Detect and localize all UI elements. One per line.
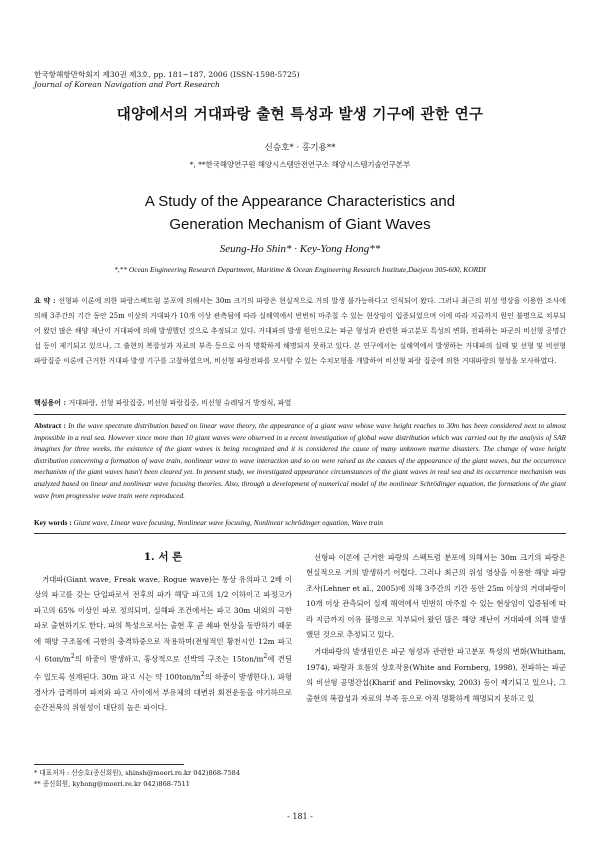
right-column [306,550,566,706]
intro-paragraph-2: 선형파 이론에 근거한 파랑의 스펙트럼 분포에 의해서는 30m 크기의 파랑은 현실적으로 거의 발생하기 어렵다. 그러나 최근의 위성 영상을 이용한 해양 파랑 조사(Lehner et al., 2005)에 의해 3주간의 기간 동안 25m 이상의 거대파랑이 10개 이상 관측되어 실제 해역에서 빈번히 마주칠 수 있는 현상임이 입증됨에 따라 지금까지 이유 불명으로 치부되어 왔던 많은 해양 재난이 거대파에 의해 발생했던 것으로 추정되고 있다. [306,553,566,640]
footnote-divider [34,764,184,765]
section-title-introduction: 1. 서 론 [143,551,183,563]
affiliation-english: *,** Ocean Engineering Research Department, Maritime & Ocean Engineering Research Institute,Daejeon 305-600, KORDI [114,265,486,274]
intro-text-d: 의 하중이 발생한다.), 파형경사가 급격하며 파저와 파고 사이에서 부유체의 대변위 회전운동을 야기하므로 순간전복의 위험성이 대단히 높은 파이다. [34,672,292,713]
superscript: 2 [70,653,75,661]
keywords-english [34,518,566,527]
footnote-corresponding-author: * 대표저자 : 신승호(종신회원), shinsh@moeri.re.kr 042)868-7584 [34,769,241,777]
title-english-line1: A Study of the Appearance Characteristics and [144,193,456,210]
keywords-korean-label: 핵심용어 : [34,398,69,407]
intro-text-a: 거대파(Giant wave, Freak wave, Rogue wave)는 통상 유의파고 2배 이상의 파고를 갖는 단일파로서 전후의 파가 해당 파고의 1/2 이하이고 파정고가 파고의 65% 이상인 파로 정의되며, 실해파 조건에서는 파고 30m 내외의 극한파로 출현하기도 한다. 파의 특성으로서는 출현 후 곧 쇄파 현상을 동반하기 때문에 해양 구조물에 극한의 충격하중으로 작용하며(전형적인 황천시인 12m 파고 시 6ton/m [34,575,292,664]
keywords-korean [34,398,566,408]
abstract-english [34,420,566,501]
title-english [0,190,600,236]
intro-text-b: 의 하중이 발생하고, 통상적으로 선박의 구조는 15ton/m [74,654,264,664]
journal-header [34,70,300,90]
title-korean: 대양에서의 거대파랑 출현 특성과 발생 기구에 관한 연구 [116,106,484,123]
abstract-korean-label: 요 약 : [34,296,59,305]
keywords-english-text: Giant wave, Linear wave focusing, Nonlinear wave focusing, Nonlinear schrödinger equation, Wave train [73,518,383,527]
intro-paragraph-1 [34,572,292,716]
abstract-korean-text: 선형파 이론에 의한 파랑스펙트럼 분포에 의해서는 30m 크기의 파랑은 현실적으로 거의 발생 불가능하다고 인식되어 왔다. 그러나 최근의 위성 영상을 이용한 조사에 의해 3주간의 기간 동안 25m 이상의 거대파가 10개 이상 관측됨에 따라 실해역에서 빈번히 마주칠 수 있는 현상임이 입증되었으며 이에 따라 지금까지 원인 불명으로 치부되어 왔던 많은 해양 재난이 거대파에 의해 발생했던 것으로 추정되고 있다. 거대파의 발생 원인으로는 파군 형성과 관련한 파고분포 특성의 변화, 전파하는 파군의 비선형 공명간섭 등이 제기되고 있으나, 그 출현의 복잡성과 자료의 부족 등으로 아직 명확하게 해명되지 못하고 있다. 본 연구에서는 실해역에서 발생하는 거대파의 실태 및 선형 및 비선형 파랑집중 이론에 근거한 거대파 발생 기구를 고찰하였으며, 비선형 파랑전파를 모사할 수 있는 수치모형을 개발하여 비선형 파랑 집중에 의한 거대파랑의 형성을 모사하였다. [34,297,566,365]
left-column [34,572,292,716]
footnotes [34,768,240,789]
abstract-english-text: In the wave spectrum distribution based on linear wave theory, the appearance of a giant wave whose wave height reaches to 30m has been considered next to almost impossible in a real sea. However since more than 10 giant waves were observed in a recent investigation of global wave distribution which was carried out by the analysis of SAR imagines for three weeks, the existence of the giant waves is being recognized and it is considered the cause of many unknown marine disasters. The change of wave height distribution concerning a formation of wave train, nonlinear wave to wave interaction and so on were raised as the causes of the appearance of the giant waves, but the occurrence mechanism of the giant waves hasn't been cleared yet. In present study, we investigated appearance circumstances of the giant waves in real sea and its occurrence mechanism was analyzed based on linear and nonlinear wave focusing theories. Also, through a development of numerical model of the nonlinear Schrödinger equation, the formations of the giant wave from progressive wave train were reproduced. [34,421,566,500]
authors-korean: 신승호* · 홍기용** [264,143,336,153]
abstract-korean [34,293,566,369]
abstract-bottom-divider [34,533,566,534]
keywords-korean-text: 거대파랑, 선형 파랑집중, 비선형 파랑집중, 비선형 슈레딩거 방정식, 파열 [68,399,292,407]
keywords-english-label: Key words : [34,518,74,527]
abstract-top-divider [34,414,566,415]
superscript: 2 [200,670,205,678]
superscript: 2 [263,653,268,661]
journal-name: Journal of Korean Navigation and Port Research [34,80,220,89]
abstract-english-label: Abstract : [34,421,69,430]
page-number: - 181 - [287,812,313,821]
footnote-coauthor: ** 종신회원, kyhong@moeri.re.kr 042)868-7511 [34,779,190,788]
intro-paragraph-3: 거대파랑의 발생원인은 파군 형성과 관련한 파고분포 특성의 변화(Whitham, 1974), 파랑과 흐름의 상호작용(White and Fornberg, 1998), 전파하는 파군의 비선형 공명간섭(Kharif and Pelinovsky, 2003) 등이 제기되고 있으나, 그 출현의 복잡성과 자료의 부족 등으로 아직 명확하게 해명되지 못하고 있 [306,647,566,703]
journal-citation: 한국항해항만학회지 제30권 제3호, pp. 181~187, 2006 (ISSN-1598-5725) [34,70,300,79]
authors-english: Seung-Ho Shin* · Key-Yong Hong** [219,243,381,255]
title-english-line2: Generation Mechanism of Giant Waves [169,216,431,233]
affiliation-korean: *, **한국해양연구원 해양시스템안전연구소 해양시스템기술연구본부 [189,160,411,169]
intro-text-c: 에 견딜 수 있도록 설계된다. 30m 파고 시는 약 100ton/m [34,654,292,682]
